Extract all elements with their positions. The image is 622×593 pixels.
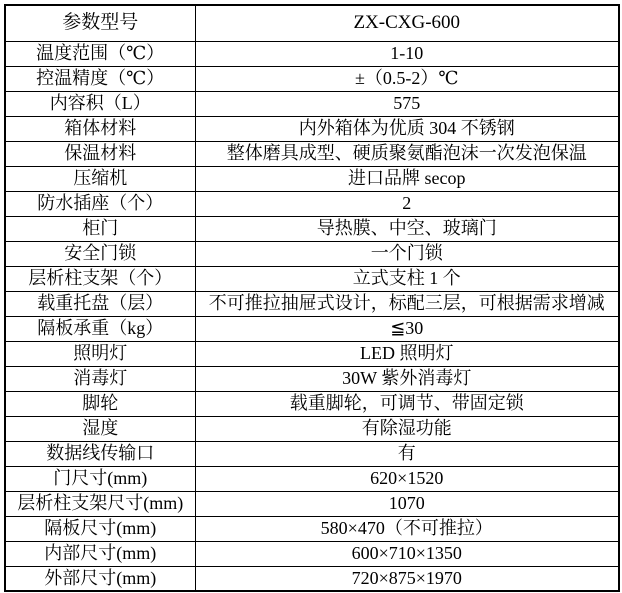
param-name-cell: 层析柱支架尺寸(mm) [5, 491, 195, 516]
param-value-cell: 580×470（不可推拉） [195, 516, 619, 541]
spec-row [5, 391, 619, 416]
spec-table [4, 4, 620, 592]
param-name-cell: 隔板承重（kg） [5, 316, 195, 341]
spec-row [5, 341, 619, 366]
spec-row [5, 166, 619, 191]
spec-row [5, 66, 619, 91]
spec-row [5, 541, 619, 566]
param-value-cell: 2 [195, 191, 619, 216]
param-name-cell: 防水插座（个） [5, 191, 195, 216]
param-name-cell: 参数型号 [5, 5, 195, 41]
param-name-cell: 保温材料 [5, 141, 195, 166]
param-value-cell: 1-10 [195, 41, 619, 66]
param-name-cell: 箱体材料 [5, 116, 195, 141]
spec-row [5, 366, 619, 391]
param-value-cell: 720×875×1970 [195, 566, 619, 591]
param-name-cell: 内部尺寸(mm) [5, 541, 195, 566]
spec-row [5, 566, 619, 591]
spec-row [5, 416, 619, 441]
param-name-cell: 安全门锁 [5, 241, 195, 266]
param-name-cell: 门尺寸(mm) [5, 466, 195, 491]
param-name-cell: 柜门 [5, 216, 195, 241]
param-value-cell: 进口品牌 secop [195, 166, 619, 191]
param-name-cell: 控温精度（℃） [5, 66, 195, 91]
param-name-cell: 消毒灯 [5, 366, 195, 391]
param-value-cell: 载重脚轮，可调节、带固定锁 [195, 391, 619, 416]
param-value-cell: 1070 [195, 491, 619, 516]
param-name-cell: 隔板尺寸(mm) [5, 516, 195, 541]
spec-row [5, 191, 619, 216]
spec-row [5, 491, 619, 516]
spec-row [5, 141, 619, 166]
param-name-cell: 载重托盘（层） [5, 291, 195, 316]
table-header-row [5, 5, 619, 41]
param-name-cell: 外部尺寸(mm) [5, 566, 195, 591]
spec-row [5, 241, 619, 266]
param-value-cell: 整体磨具成型、硬质聚氨酯泡沫一次发泡保温 [195, 141, 619, 166]
param-value-cell: 620×1520 [195, 466, 619, 491]
param-name-cell: 脚轮 [5, 391, 195, 416]
param-name-cell: 层析柱支架（个） [5, 266, 195, 291]
param-value-cell: ≦30 [195, 316, 619, 341]
param-name-cell: 温度范围（℃） [5, 41, 195, 66]
spec-row [5, 116, 619, 141]
spec-row [5, 291, 619, 316]
param-value-cell: 30W 紫外消毒灯 [195, 366, 619, 391]
spec-row [5, 316, 619, 341]
param-name-cell: 照明灯 [5, 341, 195, 366]
param-name-cell: 湿度 [5, 416, 195, 441]
param-value-cell: 一个门锁 [195, 241, 619, 266]
param-name-cell: 内容积（L） [5, 91, 195, 116]
param-name-cell: 压缩机 [5, 166, 195, 191]
spec-row [5, 441, 619, 466]
spec-row [5, 91, 619, 116]
param-value-cell: 不可推拉抽屉式设计，标配三层，可根据需求增减 [195, 291, 619, 316]
spec-row [5, 216, 619, 241]
param-value-cell: 立式支柱 1 个 [195, 266, 619, 291]
param-value-cell: 有 [195, 441, 619, 466]
param-value-cell: 导热膜、中空、玻璃门 [195, 216, 619, 241]
param-value-cell: 有除湿功能 [195, 416, 619, 441]
param-name-cell: 数据线传输口 [5, 441, 195, 466]
param-value-cell: 575 [195, 91, 619, 116]
param-value-cell: LED 照明灯 [195, 341, 619, 366]
spec-row [5, 516, 619, 541]
spec-row [5, 266, 619, 291]
spec-row [5, 41, 619, 66]
param-value-cell: ±（0.5-2）℃ [195, 66, 619, 91]
param-value-cell: 600×710×1350 [195, 541, 619, 566]
param-value-cell: ZX-CXG-600 [195, 5, 619, 41]
param-value-cell: 内外箱体为优质 304 不锈钢 [195, 116, 619, 141]
spec-row [5, 466, 619, 491]
